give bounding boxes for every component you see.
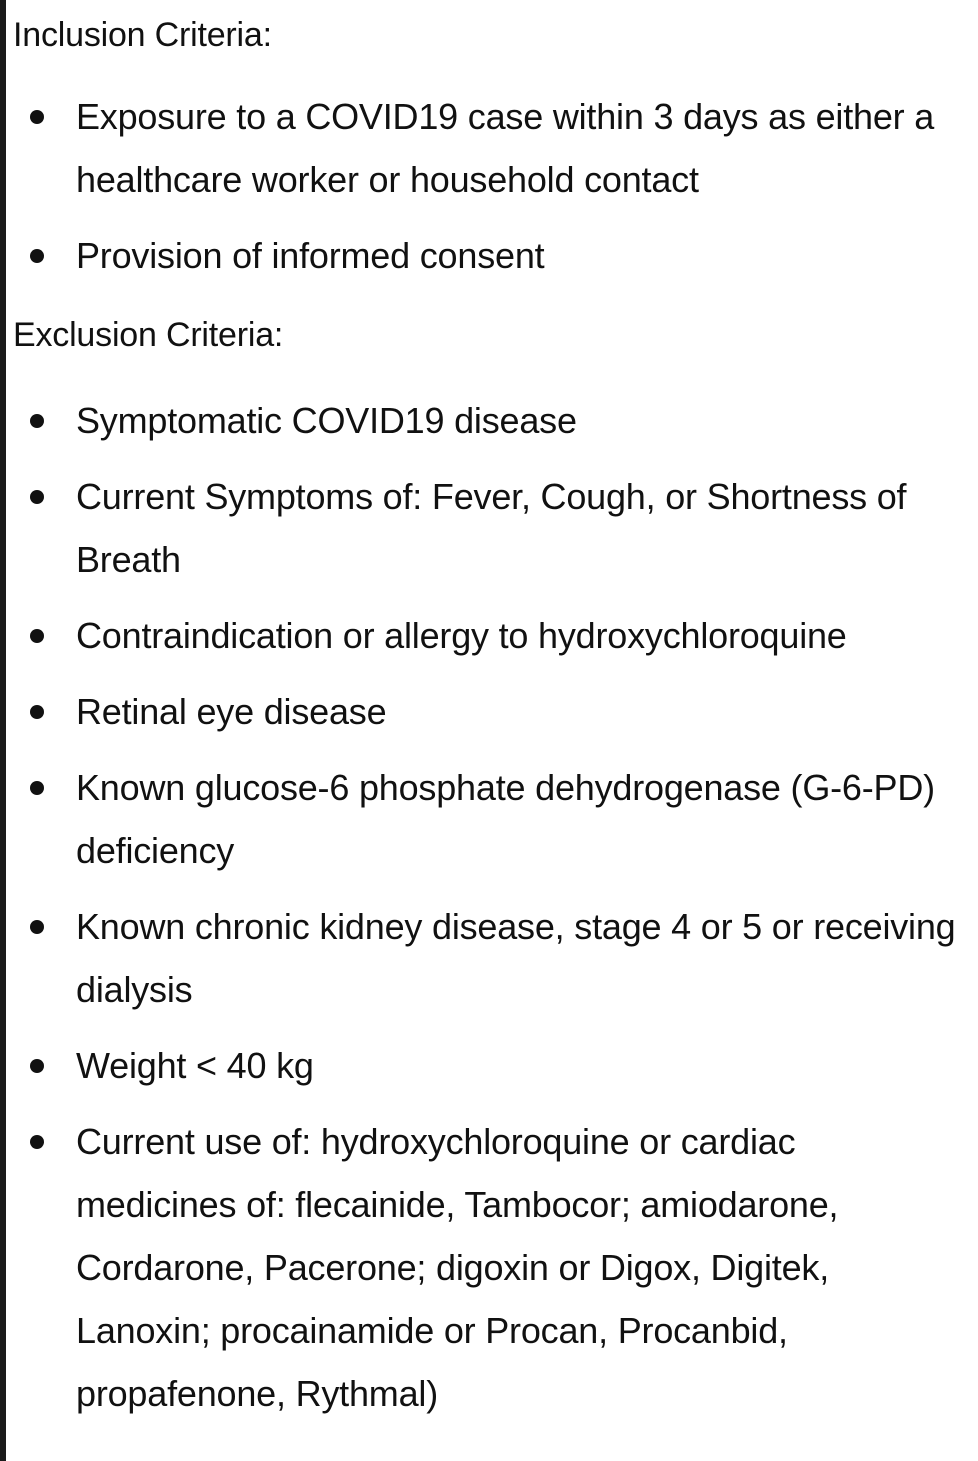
list-item-text: Known chronic kidney disease, stage 4 or 5 or receiving dialysis bbox=[76, 906, 956, 1010]
list-item-text: Exposure to a COVID19 case within 3 days as either a healthcare worker or household contact bbox=[76, 96, 935, 200]
bullet-icon bbox=[30, 490, 44, 504]
bullet-icon bbox=[30, 1135, 44, 1149]
list-item bbox=[13, 895, 963, 1021]
list-item bbox=[13, 1110, 963, 1425]
list-item-text: Current use of: hydroxychloroquine or cardiac medicines of: flecainide, Tambocor; amiodarone, Cordarone, Pacerone; digoxin or Digox, Digitek, Lanoxin; procainamide or Procan, Procanbid, propafenone, Rythmal) bbox=[76, 1121, 839, 1414]
inclusion-criteria-heading: Inclusion Criteria: bbox=[13, 16, 272, 54]
exclusion-criteria-list bbox=[13, 389, 963, 1425]
list-item bbox=[13, 756, 963, 882]
list-item bbox=[13, 1034, 963, 1097]
list-item-text: Contraindication or allergy to hydroxychloroquine bbox=[76, 615, 847, 656]
list-item bbox=[13, 465, 963, 591]
bullet-icon bbox=[30, 781, 44, 795]
left-border-rule bbox=[0, 0, 6, 1461]
list-item bbox=[13, 604, 963, 667]
bullet-icon bbox=[30, 920, 44, 934]
list-item-text: Weight < 40 kg bbox=[76, 1045, 314, 1086]
list-item bbox=[13, 389, 963, 452]
list-item-text: Symptomatic COVID19 disease bbox=[76, 400, 577, 441]
criteria-document bbox=[13, 0, 963, 1425]
list-item-text: Retinal eye disease bbox=[76, 691, 387, 732]
list-item bbox=[13, 680, 963, 743]
list-item-text: Current Symptoms of: Fever, Cough, or Shortness of Breath bbox=[76, 476, 907, 580]
bullet-icon bbox=[30, 705, 44, 719]
inclusion-criteria-list bbox=[13, 85, 963, 287]
list-item bbox=[13, 224, 963, 287]
list-item-text: Provision of informed consent bbox=[76, 235, 545, 276]
bullet-icon bbox=[30, 249, 44, 263]
bullet-icon bbox=[30, 110, 44, 124]
list-item bbox=[13, 85, 963, 211]
bullet-icon bbox=[30, 414, 44, 428]
bullet-icon bbox=[30, 1059, 44, 1073]
list-item-text: Known glucose-6 phosphate dehydrogenase (G-6-PD) deficiency bbox=[76, 767, 935, 871]
exclusion-criteria-heading: Exclusion Criteria: bbox=[13, 316, 284, 354]
bullet-icon bbox=[30, 629, 44, 643]
